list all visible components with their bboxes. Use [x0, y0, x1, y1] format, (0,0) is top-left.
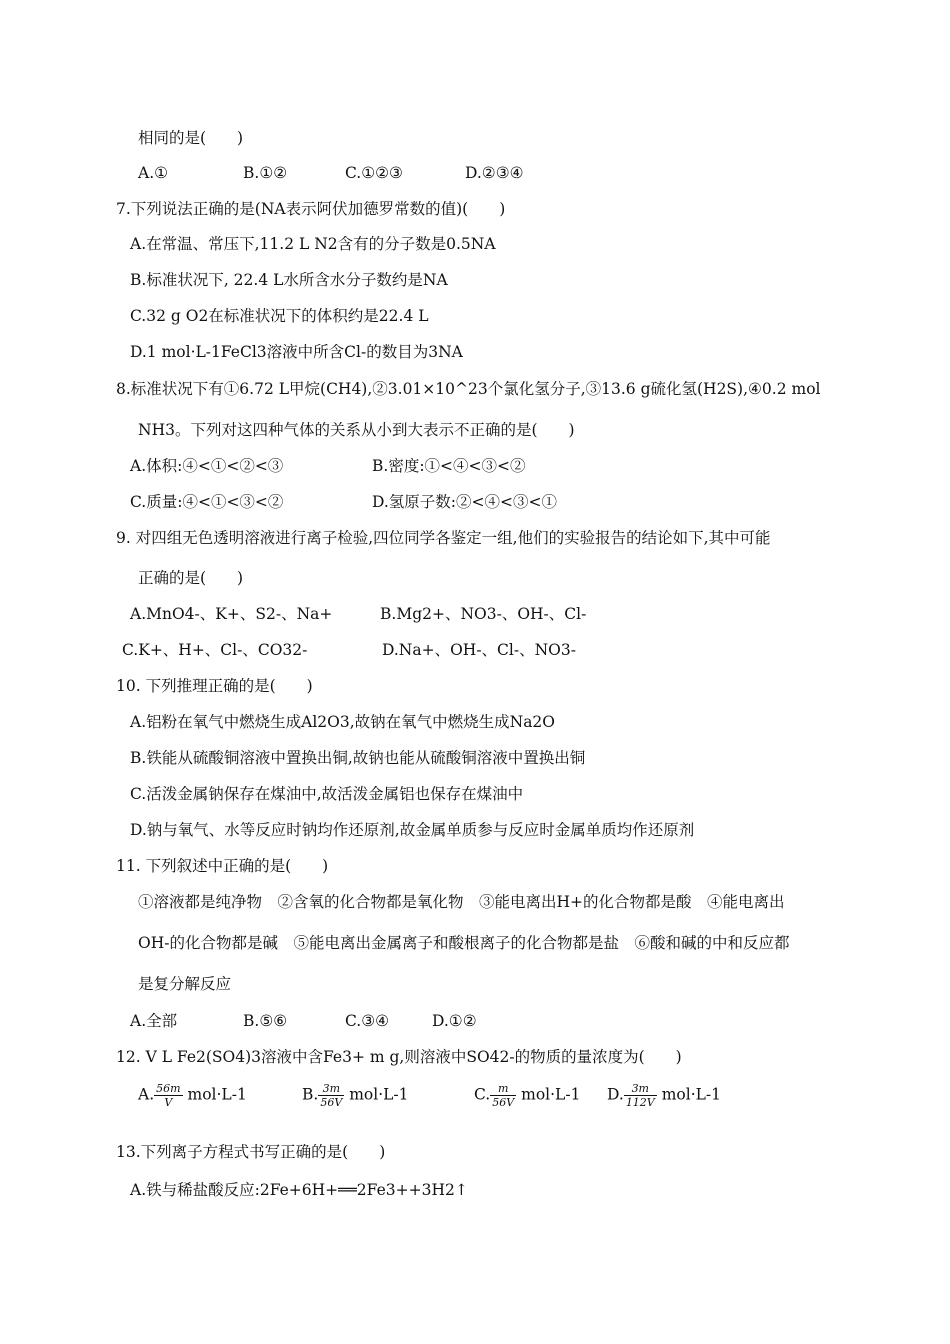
q12-option-a-num: 56m	[156, 1082, 181, 1095]
q11-option-d: D.①②	[432, 1012, 477, 1030]
q10-option-b: B.铁能从硫酸铜溶液中置换出铜,故钠也能从硫酸铜溶液中置换出铜	[130, 749, 586, 767]
q11-line1: ①溶液都是纯净物 ②含氧的化合物都是氧化物 ③能电离出H+的化合物都是酸 ④能电离出	[138, 893, 785, 911]
q9-option-b: B.Mg2+、NO3-、OH-、Cl-	[380, 605, 587, 623]
q12-option-d	[607, 1082, 721, 1109]
q6-option-c: C.①②③	[345, 164, 403, 182]
q11-option-b: B.⑤⑥	[243, 1012, 288, 1030]
q12-option-b-num: 3m	[318, 1082, 344, 1096]
q12-option-d-fraction	[624, 1082, 657, 1109]
q12-option-a-unit: mol·L-1	[187, 1085, 247, 1104]
q10-option-d: D.钠与氧气、水等反应时钠均作还原剂,故金属单质参与反应时金属单质均作还原剂	[130, 821, 695, 839]
q7-option-b: B.标准状况下, 22.4 L水所含水分子数约是NA	[130, 271, 448, 289]
q8-option-a: A.体积:④<①<②<③	[130, 457, 284, 475]
q13-option-a: A.铁与稀盐酸反应:2Fe+6H+══2Fe3++3H2↑	[130, 1181, 468, 1199]
q12-option-c	[474, 1082, 580, 1109]
q9-option-c: C.K+、H+、Cl-、CO32-	[122, 641, 308, 659]
q12-option-a-label: A.	[138, 1085, 155, 1104]
q10-stem: 10. 下列推理正确的是( )	[116, 677, 313, 695]
q12-option-c-num: m	[490, 1082, 516, 1096]
q12-option-a-den: V	[164, 1096, 173, 1109]
q12-option-c-unit: mol·L-1	[521, 1085, 581, 1104]
q8-stem-cont: NH3。下列对这四种气体的关系从小到大表示不正确的是( )	[138, 421, 575, 439]
q12-option-d-label: D.	[607, 1085, 624, 1104]
q9-stem-cont: 正确的是( )	[138, 569, 244, 587]
q12-stem: 12. V L Fe2(SO4)3溶液中含Fe3+ m g,则溶液中SO42-的物质的量浓度为( )	[116, 1048, 682, 1066]
q7-stem: 7.下列说法正确的是(NA表示阿伏加德罗常数的值)( )	[116, 200, 506, 218]
q12-option-c-label: C.	[474, 1085, 491, 1104]
q12-option-b	[302, 1082, 409, 1109]
q12-option-a-fraction	[154, 1082, 182, 1109]
q11-option-c: C.③④	[345, 1012, 390, 1030]
q12-option-c-fraction	[490, 1082, 516, 1109]
q12-option-d-unit: mol·L-1	[661, 1085, 722, 1104]
q9-option-d: D.Na+、OH-、Cl-、NO3-	[382, 641, 576, 659]
q12-option-d-num: 3m	[624, 1082, 657, 1096]
q10-option-a: A.铝粉在氧气中燃烧生成Al2O3,故钠在氧气中燃烧生成Na2O	[130, 713, 556, 731]
q6-stem-tail: 相同的是( )	[138, 129, 244, 147]
q11-line2: OH-的化合物都是碱 ⑤能电离出金属离子和酸根离子的化合物都是盐 ⑥酸和碱的中和反应都	[138, 934, 790, 952]
q12-option-b-label: B.	[302, 1085, 319, 1104]
q8-stem: 8.标准状况下有①6.72 L甲烷(CH4),②3.01×10^23个氯化氢分子,③13.6 g硫化氢(H2S),④0.2 mol	[116, 380, 821, 398]
q9-option-a: A.MnO4-、K+、S2-、Na+	[130, 605, 333, 623]
q6-option-d: D.②③④	[465, 164, 524, 182]
q11-option-a: A.全部	[130, 1012, 178, 1030]
q7-option-c: C.32 g O2在标准状况下的体积约是22.4 L	[130, 307, 429, 325]
q10-option-c: C.活泼金属钠保存在煤油中,故活泼金属铝也保存在煤油中	[130, 785, 524, 803]
q7-option-d: D.1 mol·L-1FeCl3溶液中所含Cl-的数目为3NA	[130, 343, 463, 361]
q12-option-b-fraction	[318, 1082, 344, 1109]
q6-option-b: B.①②	[243, 164, 288, 182]
q8-option-c: C.质量:④<①<③<②	[130, 493, 284, 511]
q12-option-b-unit: mol·L-1	[349, 1085, 409, 1104]
q12-option-b-den: 56V	[320, 1096, 343, 1109]
q9-stem: 9. 对四组无色透明溶液进行离子检验,四位同学各鉴定一组,他们的实验报告的结论如下,其中可能	[116, 529, 771, 547]
q12-option-d-den: 112V	[625, 1096, 655, 1109]
q8-option-b: B.密度:①<④<③<②	[372, 457, 526, 475]
q12-option-a	[138, 1082, 247, 1109]
q11-line3: 是复分解反应	[138, 975, 232, 993]
q6-option-a: A.①	[138, 164, 169, 182]
q11-stem: 11. 下列叙述中正确的是( )	[116, 857, 329, 875]
q8-option-d: D.氢原子数:②<④<③<①	[372, 493, 557, 511]
q13-stem: 13.下列离子方程式书写正确的是( )	[116, 1143, 386, 1161]
q12-option-c-den: 56V	[492, 1096, 515, 1109]
q7-option-a: A.在常温、常压下,11.2 L N2含有的分子数是0.5NA	[130, 235, 496, 253]
